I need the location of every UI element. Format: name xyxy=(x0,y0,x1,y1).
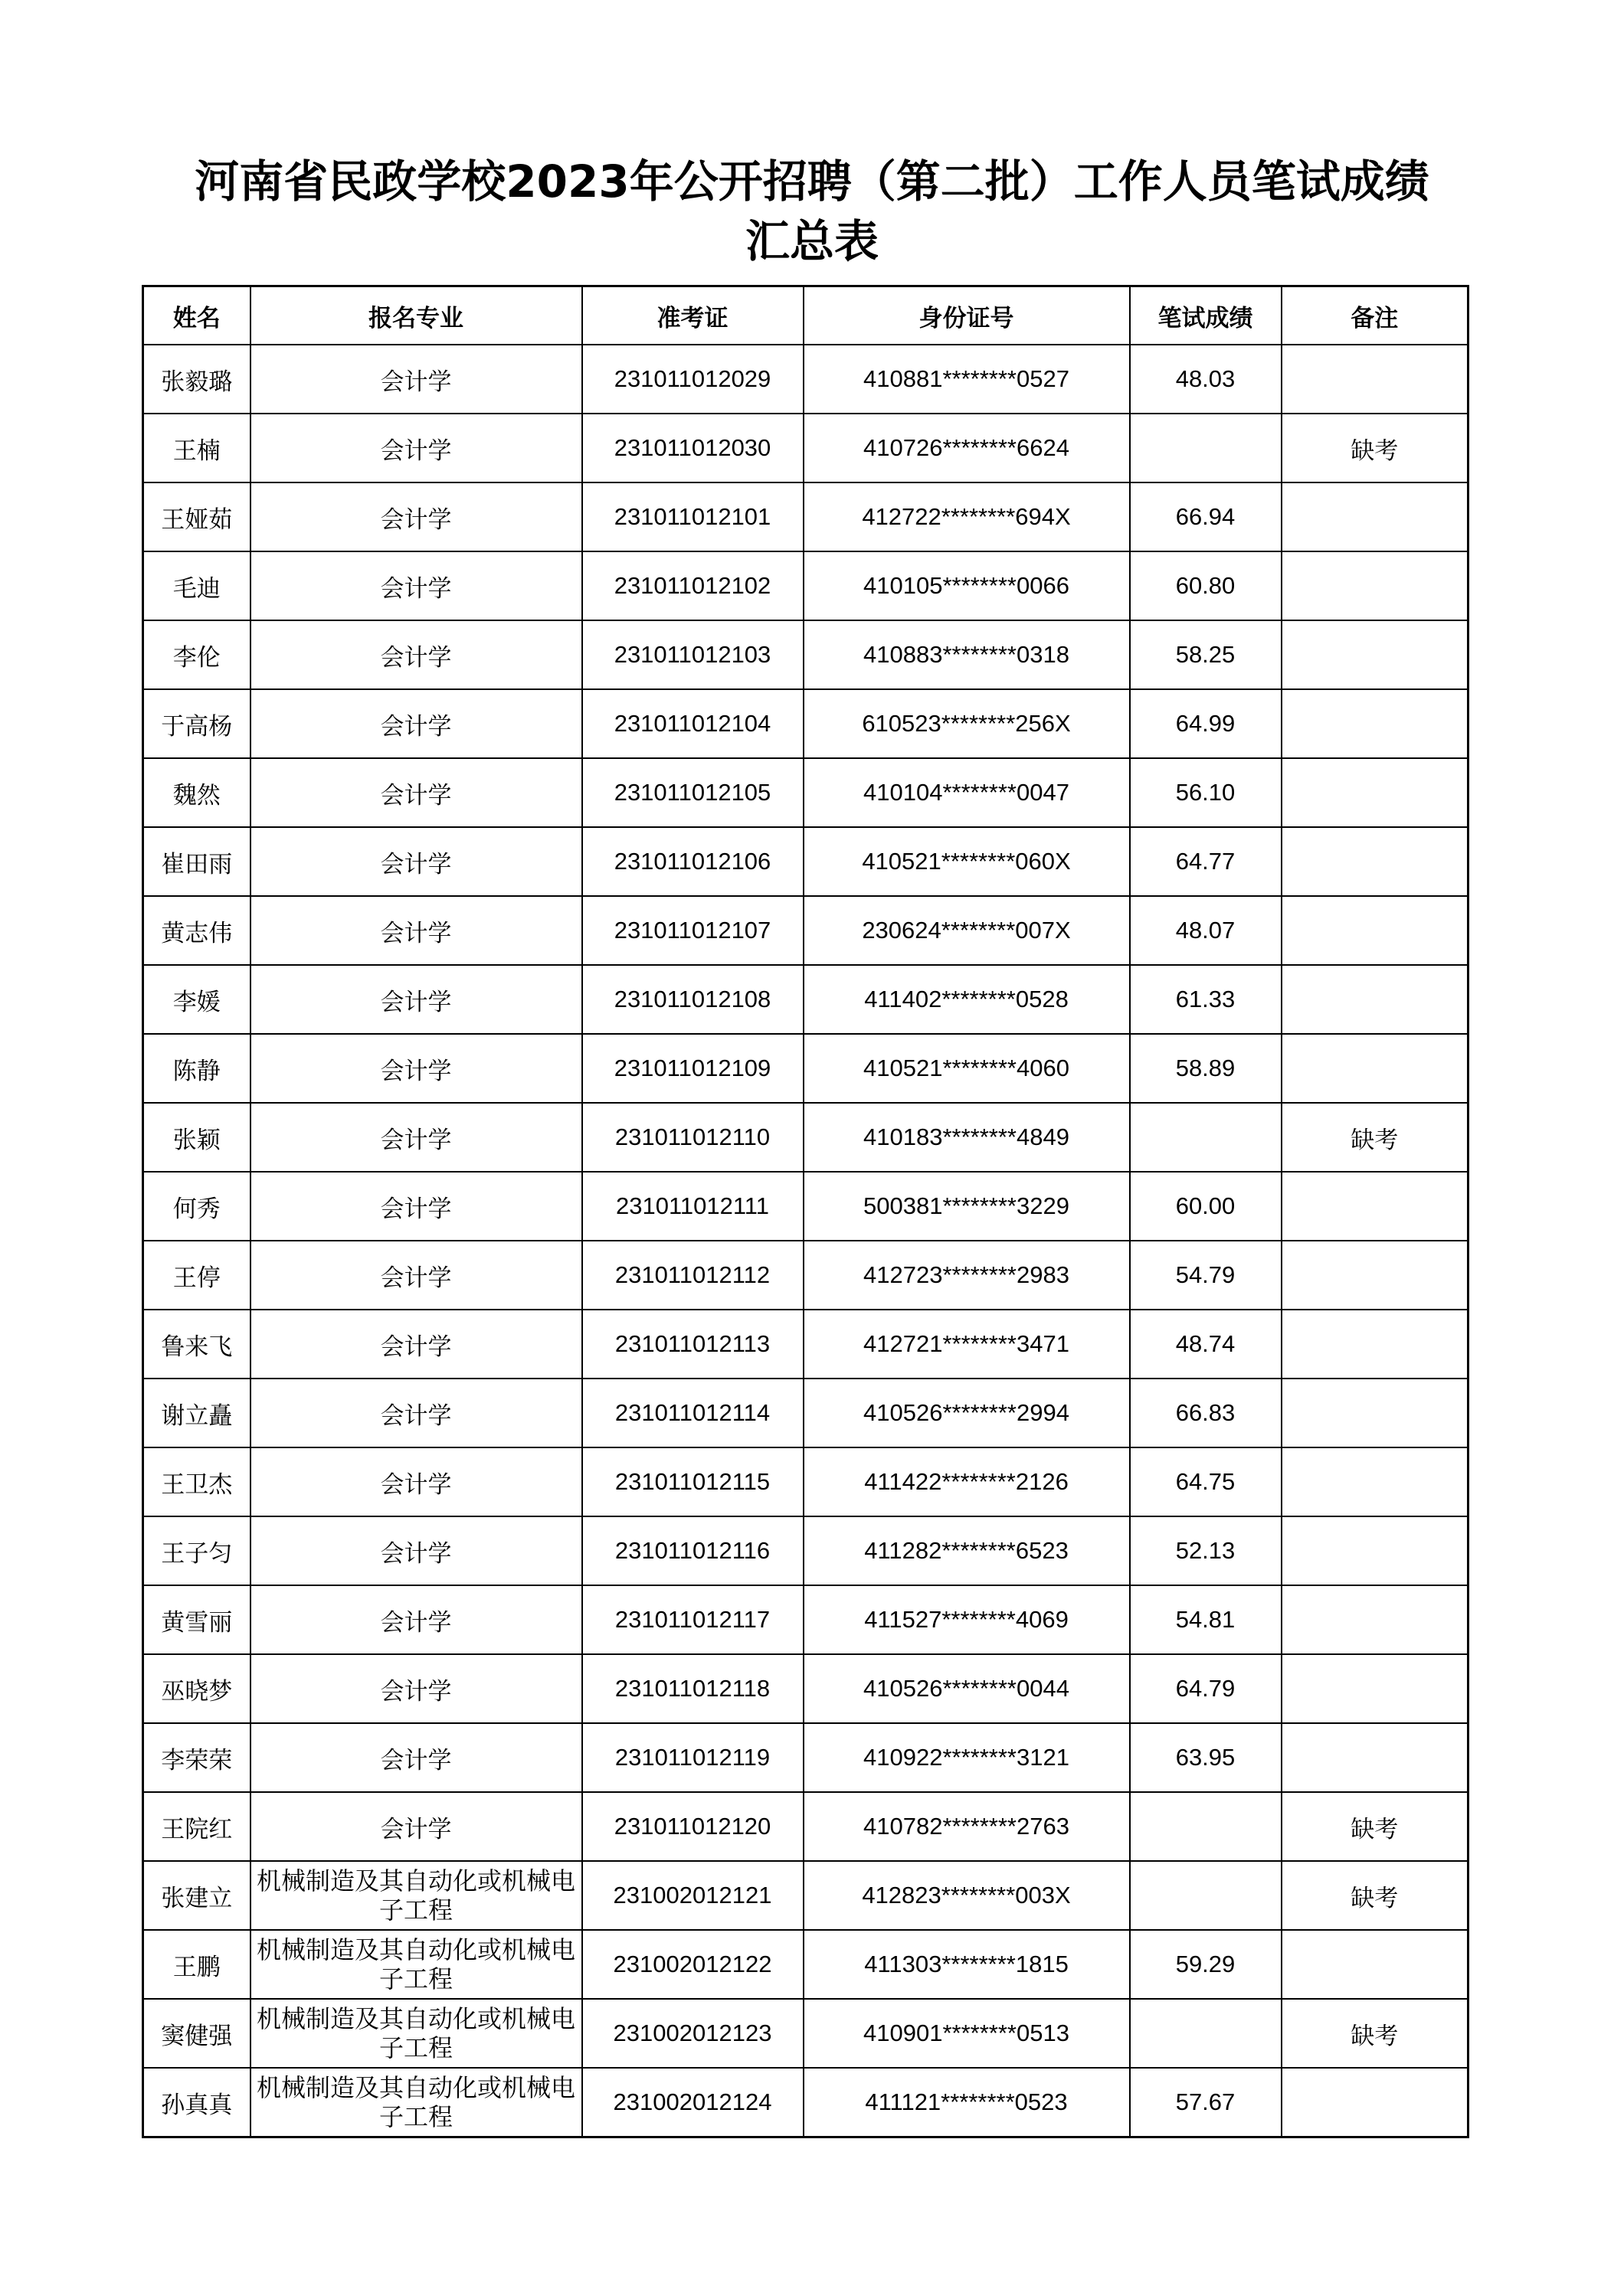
cell-name: 王停 xyxy=(143,1241,250,1310)
cell-name: 黄雪丽 xyxy=(143,1585,250,1654)
cell-exam-id: 231011012111 xyxy=(582,1172,804,1241)
table-row xyxy=(143,1241,1468,1310)
cell-id-number: 410881********0527 xyxy=(804,345,1130,414)
cell-exam-id: 231011012104 xyxy=(582,689,804,758)
cell-major: 会计学 xyxy=(250,896,582,965)
cell-id-number: 410183********4849 xyxy=(804,1103,1130,1172)
cell-id-number: 410521********4060 xyxy=(804,1034,1130,1103)
table-row xyxy=(143,1999,1468,2068)
cell-score: 59.29 xyxy=(1130,1930,1282,1999)
cell-exam-id: 231002012122 xyxy=(582,1930,804,1999)
cell-name: 谢立矗 xyxy=(143,1379,250,1447)
cell-id-number: 610523********256X xyxy=(804,689,1130,758)
table-row xyxy=(143,2068,1468,2137)
cell-note xyxy=(1282,827,1468,896)
cell-name: 巫晓梦 xyxy=(143,1654,250,1723)
table-body xyxy=(143,345,1468,2137)
cell-score: 58.89 xyxy=(1130,1034,1282,1103)
cell-note xyxy=(1282,1241,1468,1310)
cell-note xyxy=(1282,965,1468,1034)
cell-exam-id: 231011012102 xyxy=(582,551,804,620)
cell-id-number: 412823********003X xyxy=(804,1861,1130,1930)
cell-name: 窦健强 xyxy=(143,1999,250,2068)
cell-name: 魏然 xyxy=(143,758,250,827)
cell-exam-id: 231011012120 xyxy=(582,1792,804,1861)
cell-major: 会计学 xyxy=(250,1241,582,1310)
cell-note xyxy=(1282,689,1468,758)
cell-note xyxy=(1282,345,1468,414)
header-major: 报名专业 xyxy=(250,286,582,345)
cell-score: 61.33 xyxy=(1130,965,1282,1034)
cell-score: 48.07 xyxy=(1130,896,1282,965)
cell-name: 张颖 xyxy=(143,1103,250,1172)
cell-major: 会计学 xyxy=(250,1654,582,1723)
cell-id-number: 410521********060X xyxy=(804,827,1130,896)
cell-major: 会计学 xyxy=(250,1792,582,1861)
cell-score: 64.77 xyxy=(1130,827,1282,896)
cell-name: 张建立 xyxy=(143,1861,250,1930)
cell-note xyxy=(1282,1654,1468,1723)
cell-exam-id: 231002012121 xyxy=(582,1861,804,1930)
cell-major: 机械制造及其自动化或机械电子工程 xyxy=(250,1861,582,1930)
cell-id-number: 410526********0044 xyxy=(804,1654,1130,1723)
cell-major: 会计学 xyxy=(250,551,582,620)
cell-id-number: 411422********2126 xyxy=(804,1447,1130,1516)
cell-note xyxy=(1282,2068,1468,2137)
cell-score: 57.67 xyxy=(1130,2068,1282,2137)
cell-major: 机械制造及其自动化或机械电子工程 xyxy=(250,1999,582,2068)
cell-id-number: 412721********3471 xyxy=(804,1310,1130,1379)
cell-id-number: 410105********0066 xyxy=(804,551,1130,620)
cell-id-number: 410104********0047 xyxy=(804,758,1130,827)
cell-exam-id: 231011012101 xyxy=(582,482,804,551)
cell-score: 66.94 xyxy=(1130,482,1282,551)
cell-id-number: 410922********3121 xyxy=(804,1723,1130,1792)
cell-score: 56.10 xyxy=(1130,758,1282,827)
cell-id-number: 411121********0523 xyxy=(804,2068,1130,2137)
table-header xyxy=(143,286,1468,345)
table-row xyxy=(143,345,1468,414)
cell-note: 缺考 xyxy=(1282,1861,1468,1930)
cell-major: 会计学 xyxy=(250,1585,582,1654)
cell-exam-id: 231002012124 xyxy=(582,2068,804,2137)
table-row xyxy=(143,758,1468,827)
cell-name: 李媛 xyxy=(143,965,250,1034)
cell-exam-id: 231011012029 xyxy=(582,345,804,414)
cell-score: 64.79 xyxy=(1130,1654,1282,1723)
cell-score: 48.74 xyxy=(1130,1310,1282,1379)
page-title-continued: 汇总表 xyxy=(745,215,879,267)
cell-name: 王鹏 xyxy=(143,1930,250,1999)
table-row xyxy=(143,965,1468,1034)
cell-exam-id: 231011012114 xyxy=(582,1379,804,1447)
cell-note xyxy=(1282,1379,1468,1447)
table-row xyxy=(143,896,1468,965)
cell-exam-id: 231011012118 xyxy=(582,1654,804,1723)
table-row xyxy=(143,482,1468,551)
cell-id-number: 411527********4069 xyxy=(804,1585,1130,1654)
table-row xyxy=(143,1861,1468,1930)
cell-score: 52.13 xyxy=(1130,1516,1282,1585)
cell-note xyxy=(1282,896,1468,965)
cell-note xyxy=(1282,1172,1468,1241)
cell-name: 孙真真 xyxy=(143,2068,250,2137)
cell-note xyxy=(1282,482,1468,551)
table-row xyxy=(143,689,1468,758)
cell-name: 张毅璐 xyxy=(143,345,250,414)
cell-name: 于高杨 xyxy=(143,689,250,758)
table-row xyxy=(143,414,1468,482)
cell-score: 60.00 xyxy=(1130,1172,1282,1241)
cell-major: 机械制造及其自动化或机械电子工程 xyxy=(250,1930,582,1999)
cell-major: 会计学 xyxy=(250,345,582,414)
cell-name: 鲁来飞 xyxy=(143,1310,250,1379)
cell-note: 缺考 xyxy=(1282,1999,1468,2068)
cell-note xyxy=(1282,551,1468,620)
cell-id-number: 410782********2763 xyxy=(804,1792,1130,1861)
cell-name: 王娅茹 xyxy=(143,482,250,551)
cell-note xyxy=(1282,1516,1468,1585)
table-row xyxy=(143,1723,1468,1792)
cell-score: 54.79 xyxy=(1130,1241,1282,1310)
cell-name: 李伦 xyxy=(143,620,250,689)
cell-note: 缺考 xyxy=(1282,414,1468,482)
cell-id-number: 410726********6624 xyxy=(804,414,1130,482)
cell-major: 会计学 xyxy=(250,1103,582,1172)
cell-major: 机械制造及其自动化或机械电子工程 xyxy=(250,2068,582,2137)
cell-major: 会计学 xyxy=(250,689,582,758)
table-row xyxy=(143,827,1468,896)
cell-major: 会计学 xyxy=(250,1447,582,1516)
table-row xyxy=(143,1379,1468,1447)
cell-note: 缺考 xyxy=(1282,1792,1468,1861)
cell-major: 会计学 xyxy=(250,827,582,896)
table-row xyxy=(143,1034,1468,1103)
table-row xyxy=(143,1103,1468,1172)
cell-name: 王院红 xyxy=(143,1792,250,1861)
cell-score: 64.99 xyxy=(1130,689,1282,758)
cell-exam-id: 231011012030 xyxy=(582,414,804,482)
cell-id-number: 410901********0513 xyxy=(804,1999,1130,2068)
cell-major: 会计学 xyxy=(250,1516,582,1585)
table-row xyxy=(143,1654,1468,1723)
header-exam-id: 准考证 xyxy=(582,286,804,345)
cell-name: 何秀 xyxy=(143,1172,250,1241)
table-row xyxy=(143,1447,1468,1516)
cell-id-number: 411282********6523 xyxy=(804,1516,1130,1585)
cell-exam-id: 231011012106 xyxy=(582,827,804,896)
table-row xyxy=(143,620,1468,689)
cell-exam-id: 231011012103 xyxy=(582,620,804,689)
cell-major: 会计学 xyxy=(250,414,582,482)
score-table xyxy=(142,285,1469,2138)
cell-note xyxy=(1282,1034,1468,1103)
cell-exam-id: 231011012119 xyxy=(582,1723,804,1792)
cell-name: 崔田雨 xyxy=(143,827,250,896)
table-row xyxy=(143,1172,1468,1241)
cell-exam-id: 231011012115 xyxy=(582,1447,804,1516)
cell-score: 64.75 xyxy=(1130,1447,1282,1516)
cell-note xyxy=(1282,1930,1468,1999)
cell-exam-id: 231011012112 xyxy=(582,1241,804,1310)
header-id-number: 身份证号 xyxy=(804,286,1130,345)
cell-major: 会计学 xyxy=(250,965,582,1034)
cell-id-number: 230624********007X xyxy=(804,896,1130,965)
cell-exam-id: 231011012109 xyxy=(582,1034,804,1103)
cell-id-number: 411402********0528 xyxy=(804,965,1130,1034)
table-row xyxy=(143,1585,1468,1654)
cell-major: 会计学 xyxy=(250,1379,582,1447)
cell-exam-id: 231002012123 xyxy=(582,1999,804,2068)
table-row xyxy=(143,551,1468,620)
cell-score: 48.03 xyxy=(1130,345,1282,414)
cell-id-number: 410526********2994 xyxy=(804,1379,1130,1447)
cell-score: 60.80 xyxy=(1130,551,1282,620)
cell-score: 66.83 xyxy=(1130,1379,1282,1447)
cell-note xyxy=(1282,758,1468,827)
cell-note xyxy=(1282,1310,1468,1379)
cell-id-number: 410883********0318 xyxy=(804,620,1130,689)
cell-score: 54.81 xyxy=(1130,1585,1282,1654)
cell-major: 会计学 xyxy=(250,482,582,551)
cell-id-number: 500381********3229 xyxy=(804,1172,1130,1241)
cell-score: 63.95 xyxy=(1130,1723,1282,1792)
cell-name: 王卫杰 xyxy=(143,1447,250,1516)
cell-name: 王子匀 xyxy=(143,1516,250,1585)
cell-id-number: 412723********2983 xyxy=(804,1241,1130,1310)
cell-note xyxy=(1282,1585,1468,1654)
header-note: 备注 xyxy=(1282,286,1468,345)
cell-score xyxy=(1130,1792,1282,1861)
table-row xyxy=(143,1930,1468,1999)
header-name: 姓名 xyxy=(143,286,250,345)
cell-score xyxy=(1130,1103,1282,1172)
cell-exam-id: 231011012116 xyxy=(582,1516,804,1585)
cell-note xyxy=(1282,620,1468,689)
table-row xyxy=(143,1310,1468,1379)
cell-id-number: 411303********1815 xyxy=(804,1930,1130,1999)
table-row xyxy=(143,1792,1468,1861)
cell-exam-id: 231011012105 xyxy=(582,758,804,827)
cell-score xyxy=(1130,1999,1282,2068)
cell-name: 李荣荣 xyxy=(143,1723,250,1792)
cell-name: 陈静 xyxy=(143,1034,250,1103)
cell-exam-id: 231011012108 xyxy=(582,965,804,1034)
cell-exam-id: 231011012110 xyxy=(582,1103,804,1172)
page-title: 河南省民政学校2023年公开招聘（第二批）工作人员笔试成绩 xyxy=(195,155,1429,208)
cell-note xyxy=(1282,1447,1468,1516)
cell-name: 黄志伟 xyxy=(143,896,250,965)
cell-major: 会计学 xyxy=(250,758,582,827)
cell-note xyxy=(1282,1723,1468,1792)
cell-major: 会计学 xyxy=(250,620,582,689)
cell-name: 王楠 xyxy=(143,414,250,482)
cell-score: 58.25 xyxy=(1130,620,1282,689)
cell-major: 会计学 xyxy=(250,1172,582,1241)
cell-exam-id: 231011012107 xyxy=(582,896,804,965)
cell-major: 会计学 xyxy=(250,1034,582,1103)
header-row xyxy=(143,286,1468,345)
cell-exam-id: 231011012117 xyxy=(582,1585,804,1654)
cell-exam-id: 231011012113 xyxy=(582,1310,804,1379)
cell-major: 会计学 xyxy=(250,1310,582,1379)
header-score: 笔试成绩 xyxy=(1130,286,1282,345)
cell-major: 会计学 xyxy=(250,1723,582,1792)
cell-name: 毛迪 xyxy=(143,551,250,620)
cell-note: 缺考 xyxy=(1282,1103,1468,1172)
table-row xyxy=(143,1516,1468,1585)
cell-score xyxy=(1130,414,1282,482)
cell-score xyxy=(1130,1861,1282,1930)
cell-id-number: 412722********694X xyxy=(804,482,1130,551)
